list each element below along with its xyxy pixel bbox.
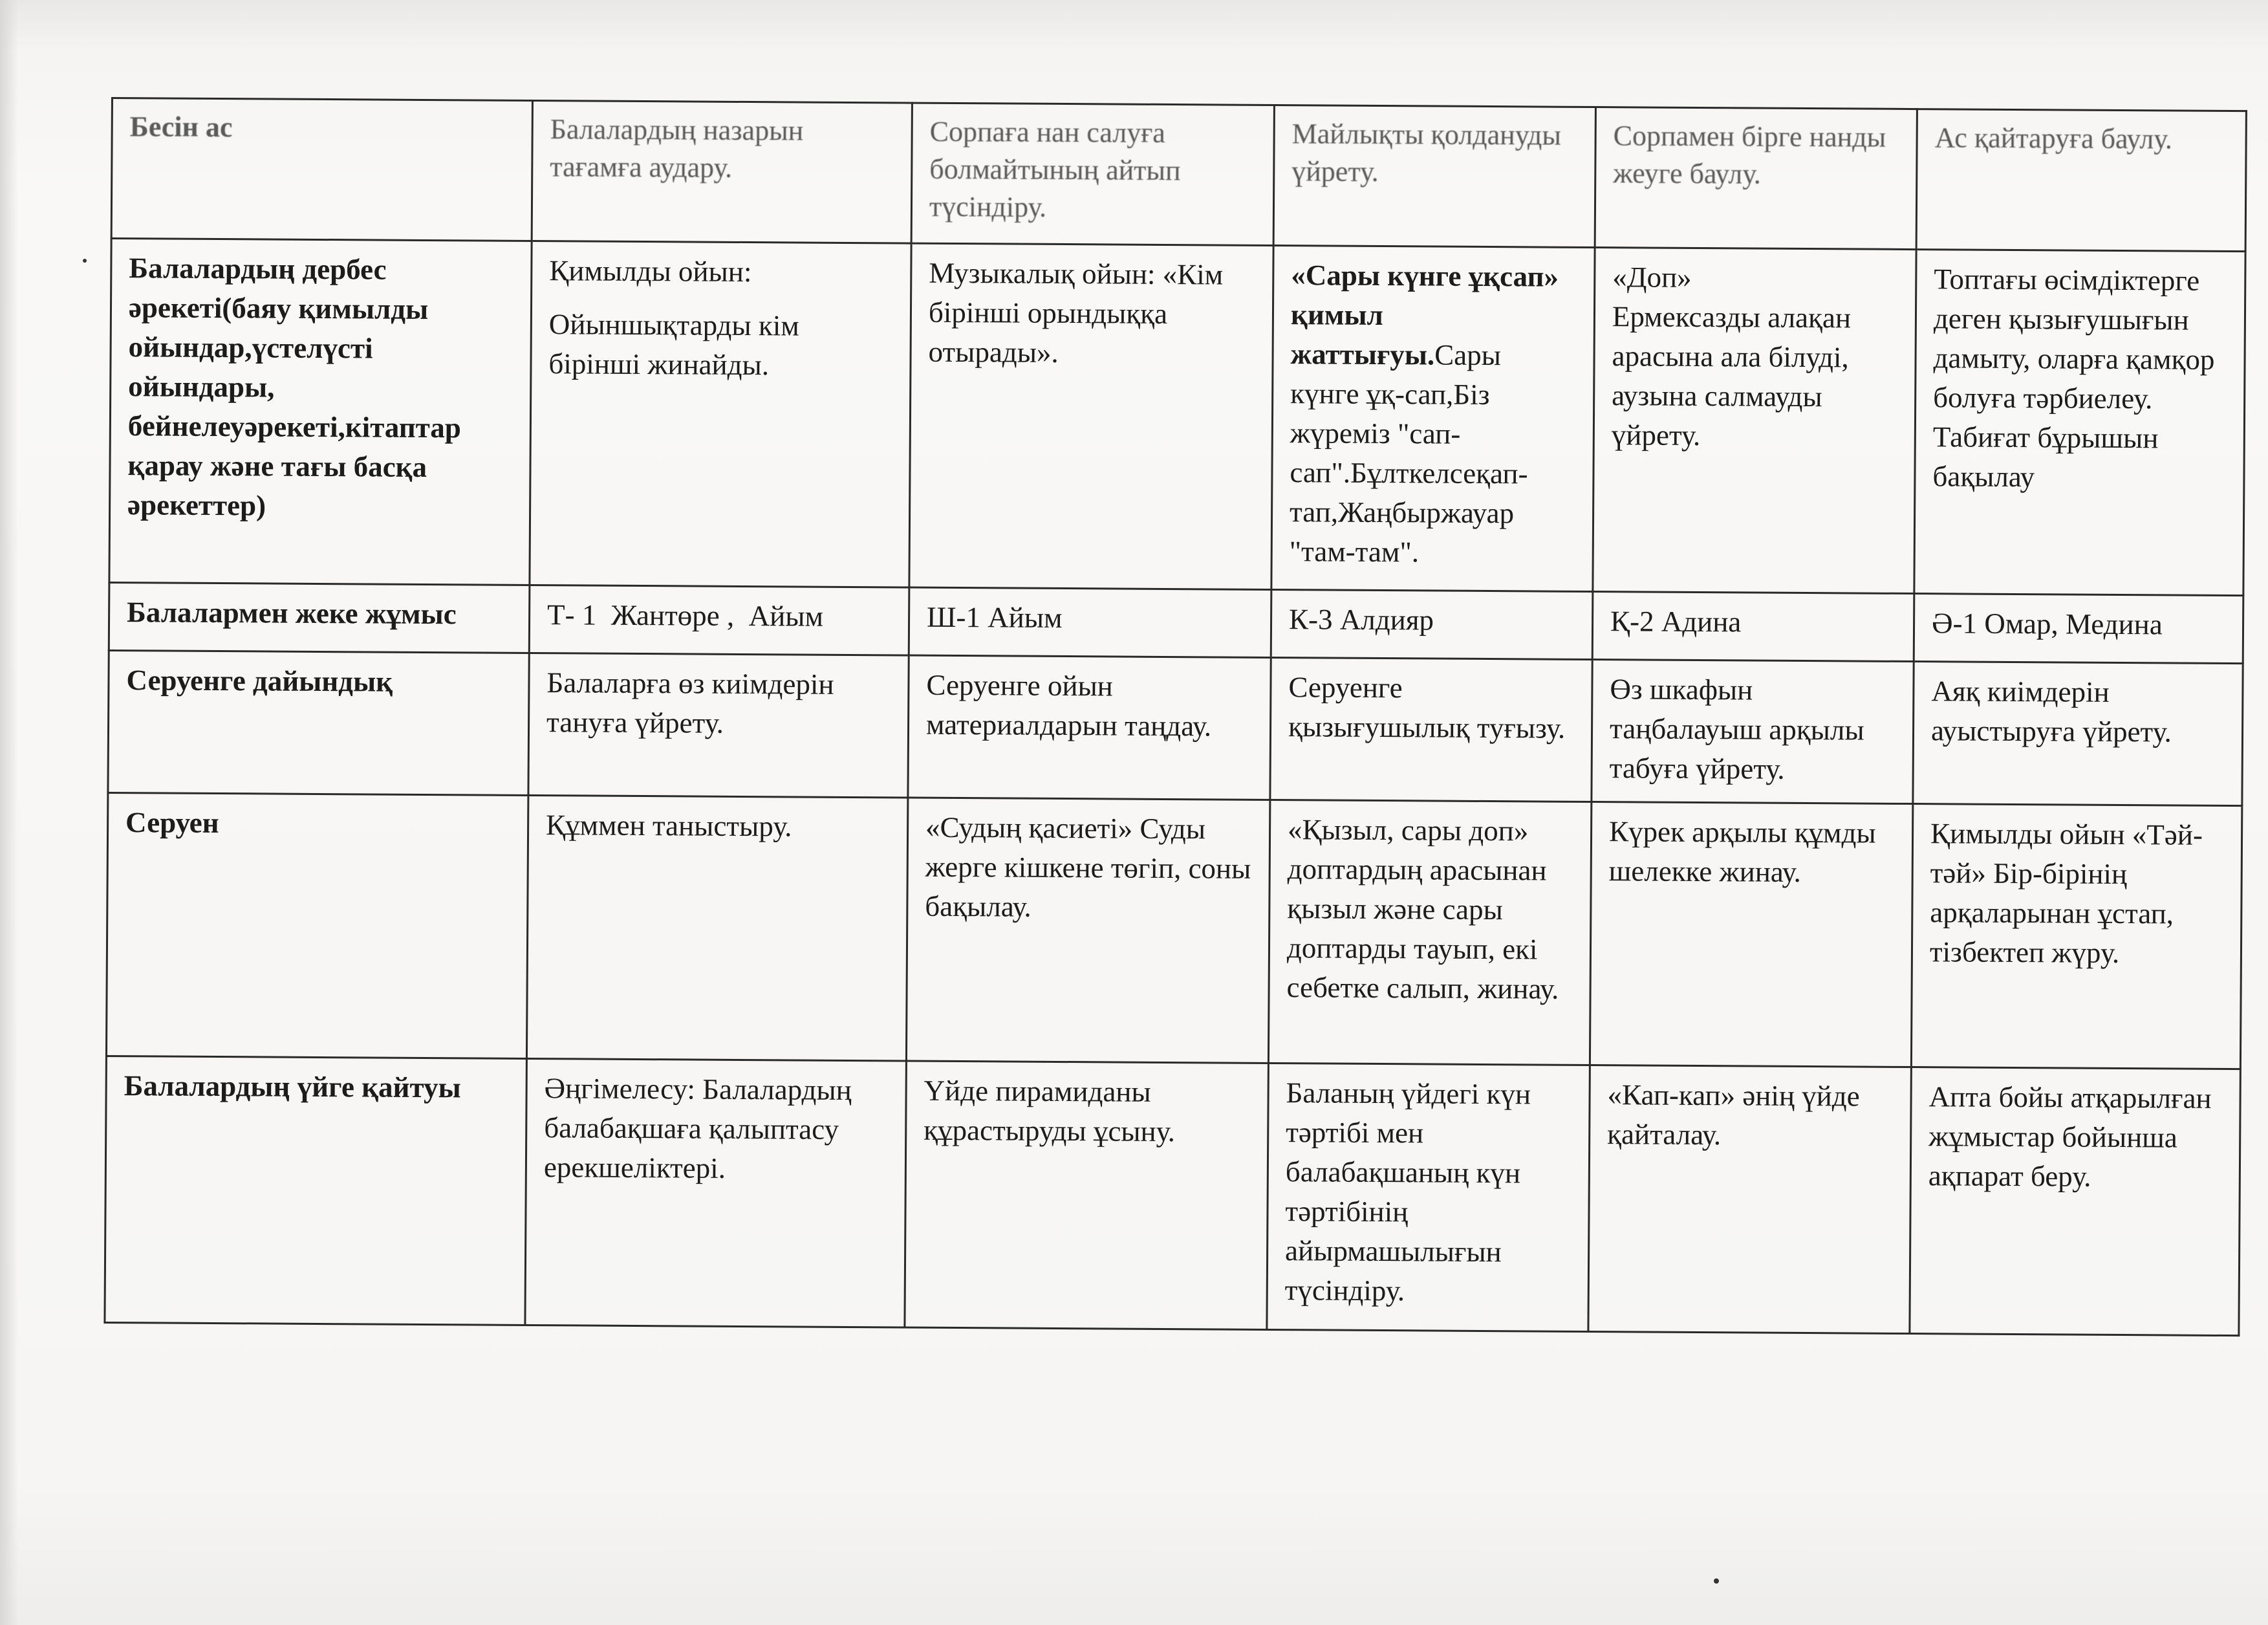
page-shadow-edge: [0, 0, 18, 1625]
cell-walkprep-fri: Аяқ киімдерін ауыстыруға үйрету.: [1913, 662, 2243, 806]
activity-thu-title: «Доп»: [1612, 261, 1692, 294]
cell-snack-tue: Сорпаға нан салуға болмайтының айтып түсіндіру.: [911, 103, 1274, 245]
cell-home-mon: Әңгімелесу: Балалардың балабақшаға қалыптасу ерекшеліктері.: [525, 1058, 907, 1327]
cell-snack-thu: Сорпамен бірге нанды жеуге баулу.: [1595, 107, 1917, 250]
cell-activities-thu: [1593, 248, 1916, 594]
cell-walkprep-wed: Серуенге қызығушылық туғызу.: [1270, 657, 1592, 802]
cell-activities-tue: Музыкалық ойын: «Кім бірінші орындыққа отырады».: [909, 243, 1273, 589]
cell-individual-thu: Қ-2 Адина: [1592, 592, 1914, 662]
cell-walk-wed: «Қызыл, сары доп» доптардың арасынан қызыл және сары доптарды тауып, екі себетке салып, жинау.: [1268, 800, 1591, 1065]
cell-walkprep-thu: Өз шкафын таңбалауыш арқылы табуға үйрету.: [1592, 660, 1914, 804]
row-label-walk-preparation: Серуенге дайындық: [108, 650, 529, 795]
cell-individual-fri: Ә-1 Омар, Медина: [1914, 594, 2243, 664]
activity-wed-text: Сары күнге ұқ-сап,Біз жүреміз "сап-сап".Бұлткелсеқап-тап,Жаңбыржауар "там-там".: [1289, 338, 1528, 569]
row-label-independent-activities: Балалардың дербес әрекеті(баяу қимылды ойындар,үстелүсті ойындары, бейнелеуәрекеті,кітаптар қарау және тағы басқа әрекеттер): [109, 239, 532, 585]
row-label-walk: Серуен: [106, 792, 528, 1058]
cell-walk-thu: Күрек арқылы құмды шелекке жинау.: [1590, 802, 1912, 1067]
cell-snack-mon: Балалардың назарын тағамға аудару.: [532, 100, 912, 243]
cell-home-tue: Үйде пирамиданы құрастыруды ұсыну.: [905, 1061, 1269, 1329]
row-walk-preparation: [108, 650, 2243, 805]
cell-activities-mon: [530, 241, 911, 587]
cell-walkprep-mon: Балаларға өз киімдерін тануға үйрету.: [528, 653, 909, 798]
activity-wed-title: «Сары күнге ұқсап» қимыл жаттығуы.: [1290, 259, 1559, 371]
cell-home-thu: «Кап-кап» әнің үйде қайталау.: [1588, 1065, 1912, 1333]
scan-speck: [1714, 1578, 1719, 1584]
cell-home-wed: Баланың үйдегі күн тәртібі мен балабақшаның күн тәртібінің айырмашылығын түсіндіру.: [1267, 1063, 1590, 1331]
cell-individual-mon: Т- 1 Жантөре , Айым: [529, 585, 909, 655]
cell-walk-tue: «Судың қасиеті» Суды жерге кішкене төгіп, соны бақылау.: [906, 798, 1269, 1063]
row-individual-work: [109, 582, 2243, 663]
cell-individual-tue: Ш-1 Айым: [909, 587, 1271, 657]
row-independent-activities: [109, 239, 2245, 596]
activity-mon-text: Ойыншықтарды кім бірінші жинайды.: [548, 308, 799, 382]
cell-activities-wed: [1271, 245, 1595, 591]
activity-mon-title: Қимылды ойын:: [549, 254, 752, 289]
row-label-individual-work: Балалармен жеке жұмыс: [109, 582, 530, 653]
row-label-going-home: Балалардың үйге қайтуы: [105, 1056, 527, 1325]
daily-plan-table: [103, 97, 2247, 1336]
cell-individual-wed: К-3 Алдияр: [1271, 589, 1593, 659]
row-label-afternoon-snack: Бесін ас: [111, 98, 532, 241]
cell-walk-mon: Құммен таныстыру.: [526, 795, 907, 1061]
cell-walk-fri: Қимылды ойын «Тәй-тәй» Бір-бірінің арқаларынан ұстап, тізбектеп жүру.: [1911, 804, 2241, 1069]
cell-snack-fri: Ас қайтаруға баулу.: [1916, 109, 2246, 252]
cell-activities-fri: Топтағы өсімдіктерге деген қызығушығын дамыту, оларға қамқор болуға тәрбиелеу. Табиғат бұрышын бақылау: [1914, 250, 2245, 596]
cell-home-fri: Апта бойы атқарылған жұмыстар бойынша ақпарат беру.: [1910, 1067, 2241, 1336]
scan-speck: [83, 259, 87, 263]
cell-walkprep-tue: Серуенге ойын материалдарын таңдау.: [908, 655, 1271, 800]
row-afternoon-snack: [111, 98, 2246, 252]
row-walk: [106, 792, 2241, 1069]
cell-snack-wed: Майлықты қолдануды үйрету.: [1273, 105, 1595, 247]
activity-thu-text: Ермексазды алақан арасына ала білуді, аузына салмауды үйрету.: [1611, 300, 1852, 452]
row-going-home: [105, 1056, 2240, 1335]
